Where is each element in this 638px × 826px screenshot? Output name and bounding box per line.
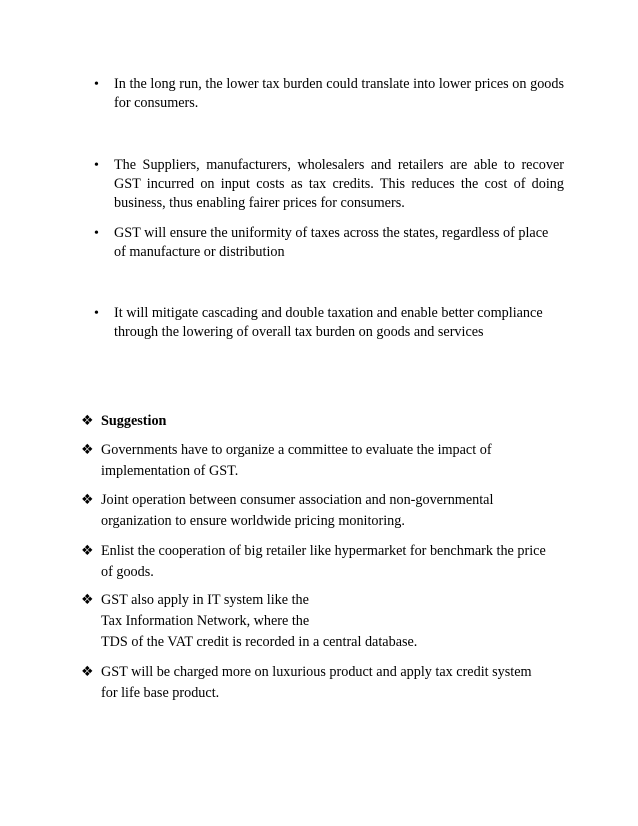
suggestion-line: Enlist the cooperation of big retailer like hypermarket for benchmark the price (101, 543, 546, 559)
diamond-bullet-icon: ❖ (81, 442, 94, 458)
suggestion-heading (81, 411, 571, 432)
suggestion-text (101, 490, 571, 532)
diamond-bullet-icon: ❖ (81, 413, 94, 429)
bullet-line: of manufacture or distribution (114, 244, 285, 260)
suggestion-item-luxury-tax (81, 662, 571, 704)
suggestion-line: Joint operation between consumer association and non-governmental (101, 492, 494, 508)
bullet-text: The Suppliers, manufacturers, wholesalers and retailers are able to recover GST incurred on input costs as tax credits. This reduces the cost of doing business, thus enabling fairer prices for consumers. (114, 157, 564, 211)
diamond-bullet-icon: ❖ (81, 543, 94, 559)
suggestion-line: Governments have to organize a committee to evaluate the impact of (101, 442, 492, 458)
bullet-dot-icon: • (94, 306, 99, 321)
suggestion-text (101, 440, 571, 482)
suggestion-item-it-system (81, 590, 571, 653)
bullet-text (114, 224, 564, 262)
diamond-bullet-icon: ❖ (81, 664, 94, 680)
diamond-bullet-icon: ❖ (81, 492, 94, 508)
diamond-bullet-icon: ❖ (81, 592, 94, 608)
bullet-line: GST will ensure the uniformity of taxes across the states, regardless of place (114, 225, 549, 241)
suggestion-line: of goods. (101, 564, 154, 580)
bullet-dot-icon: • (94, 77, 99, 92)
bullet-text: In the long run, the lower tax burden could translate into lower prices on goods for consumers. (114, 76, 564, 111)
bullet-line: It will mitigate cascading and double taxation and enable better compliance (114, 305, 543, 321)
suggestion-text (101, 662, 571, 704)
suggestion-line: TDS of the VAT credit is recorded in a central database. (101, 634, 418, 650)
bullet-text (114, 304, 564, 342)
bullet-dot-icon: • (94, 158, 99, 173)
bullet-line: through the lowering of overall tax burden on goods and services (114, 324, 484, 340)
bullet-item-mitigate-taxation (90, 304, 564, 342)
bullet-item-tax-credits (90, 156, 564, 213)
suggestion-line: GST will be charged more on luxurious product and apply tax credit system (101, 664, 532, 680)
suggestion-text (101, 541, 571, 583)
bullet-item-uniformity (90, 224, 564, 262)
suggestion-line: GST also apply in IT system like the (101, 592, 309, 608)
suggestion-item-committee (81, 440, 571, 482)
suggestion-line: organization to ensure worldwide pricing monitoring. (101, 513, 405, 529)
bullet-item-lower-prices (90, 75, 564, 113)
suggestion-item-joint-operation (81, 490, 571, 532)
suggestion-line: implementation of GST. (101, 463, 239, 479)
suggestion-item-big-retailer (81, 541, 571, 583)
section-heading: Suggestion (101, 413, 167, 429)
suggestion-line: Tax Information Network, where the (101, 613, 310, 629)
suggestion-text (101, 590, 571, 653)
bullet-dot-icon: • (94, 226, 99, 241)
suggestion-line: for life base product. (101, 685, 220, 701)
